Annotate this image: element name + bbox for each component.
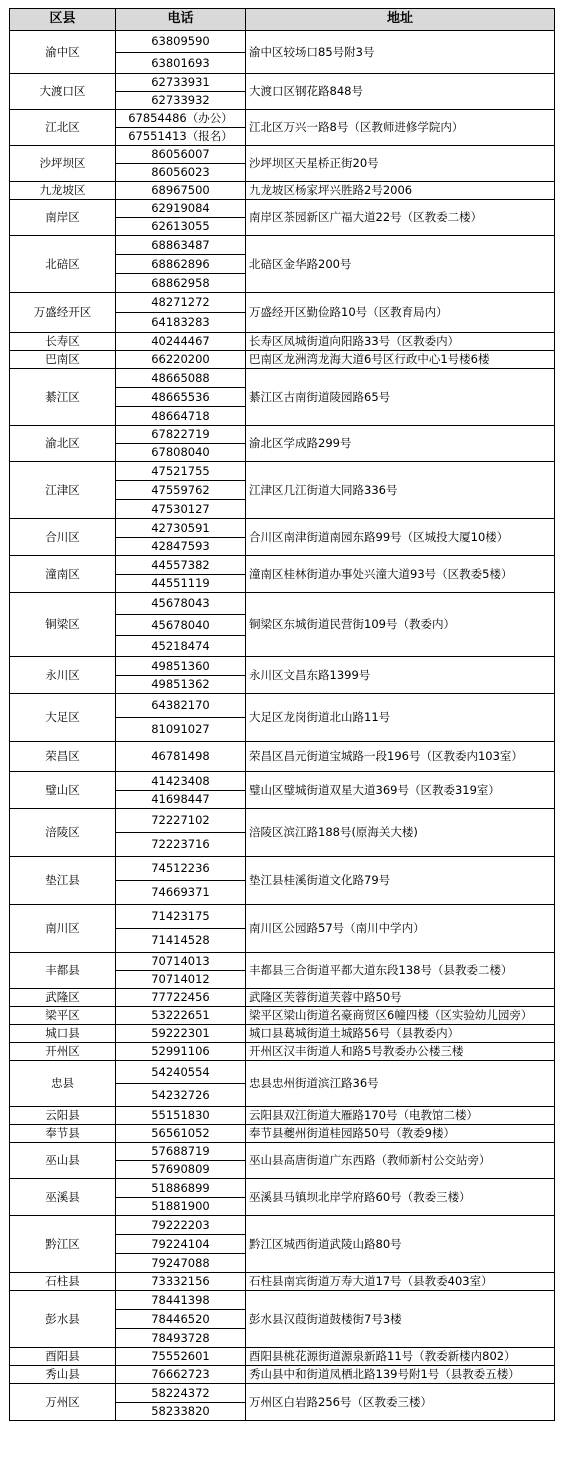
table-row [10,905,555,929]
address-cell: 云阳县双江街道大雁路170号（电教馆二楼） [246,1107,555,1125]
district-cell: 合川区 [10,519,116,556]
district-cell: 江津区 [10,462,116,519]
table-row [10,1216,555,1235]
phone-cell: 63809590 [116,31,246,53]
phone-cell: 68863487 [116,236,246,255]
table-row [10,694,555,718]
address-cell: 万州区白岩路256号（区教委三楼） [246,1384,555,1421]
address-cell: 永川区文昌东路1399号 [246,657,555,694]
phone-cell: 59222301 [116,1025,246,1043]
address-cell: 垫江县桂溪街道文化路79号 [246,857,555,905]
district-cell: 垫江县 [10,857,116,905]
table-row [10,74,555,92]
table-row [10,989,555,1007]
address-cell: 长寿区凤城街道向阳路33号（区教委内） [246,333,555,351]
table-row [10,519,555,538]
phone-cell: 86056007 [116,146,246,164]
district-cell: 万盛经开区 [10,293,116,333]
address-cell: 大渡口区钢花路848号 [246,74,555,110]
phone-cell: 47530127 [116,500,246,519]
phone-cell: 51886899 [116,1179,246,1198]
table-row [10,1273,555,1291]
district-cell: 彭水县 [10,1291,116,1348]
phone-cell: 67551413（报名） [116,128,246,146]
phone-cell: 46781498 [116,742,246,772]
table-row [10,657,555,676]
phone-cell: 48271272 [116,293,246,313]
address-cell: 南岸区茶园新区广福大道22号（区教委二楼） [246,200,555,236]
address-cell: 江津区几江街道大同路336号 [246,462,555,519]
phone-cell: 68862958 [116,274,246,293]
district-cell: 铜梁区 [10,593,116,657]
district-cell: 荣昌区 [10,742,116,772]
address-cell: 巫溪县马镇坝北岸学府路60号（教委三楼） [246,1179,555,1216]
district-cell: 黔江区 [10,1216,116,1273]
address-cell: 九龙坡区杨家坪兴胜路2号2006 [246,182,555,200]
phone-cell: 86056023 [116,164,246,182]
table-header-row [10,9,555,31]
address-cell: 忠县忠州街道滨江路36号 [246,1061,555,1107]
district-cell: 涪陵区 [10,809,116,857]
phone-cell: 51881900 [116,1198,246,1216]
address-cell: 潼南区桂林街道办事处兴潼大道93号（区教委5楼） [246,556,555,593]
table-row [10,426,555,444]
address-cell: 黔江区城西街道武陵山路80号 [246,1216,555,1273]
district-cell: 大足区 [10,694,116,742]
district-cell: 永川区 [10,657,116,694]
header-district: 区县 [10,9,116,31]
address-cell: 彭水县汉葭街道鼓楼街7号3楼 [246,1291,555,1348]
phone-cell: 47559762 [116,481,246,500]
address-cell: 开州区汉丰街道人和路5号教委办公楼三楼 [246,1043,555,1061]
phone-cell: 55151830 [116,1107,246,1125]
district-cell: 渝中区 [10,31,116,74]
address-cell: 石柱县南宾街道万寿大道17号（县教委403室） [246,1273,555,1291]
phone-cell: 57690809 [116,1161,246,1179]
district-cell: 璧山区 [10,772,116,809]
district-cell: 丰都县 [10,953,116,989]
table-row [10,593,555,615]
district-cell: 城口县 [10,1025,116,1043]
address-cell: 北碚区金华路200号 [246,236,555,293]
address-cell: 万盛经开区勤俭路10号（区教育局内） [246,293,555,333]
table-row [10,1125,555,1143]
phone-cell: 48664718 [116,407,246,426]
district-cell: 綦江区 [10,369,116,426]
phone-cell: 54240554 [116,1061,246,1084]
address-cell: 城口县葛城街道土城路56号（县教委内） [246,1025,555,1043]
phone-cell: 62919084 [116,200,246,218]
phone-cell: 78441398 [116,1291,246,1310]
district-cell: 渝北区 [10,426,116,462]
phone-cell: 58233820 [116,1403,246,1421]
district-cell: 开州区 [10,1043,116,1061]
address-cell: 沙坪坝区天星桥正街20号 [246,146,555,182]
phone-cell: 63801693 [116,53,246,74]
table-row [10,1025,555,1043]
district-cell: 长寿区 [10,333,116,351]
phone-cell: 75552601 [116,1348,246,1366]
table-row [10,809,555,833]
table-row [10,1179,555,1198]
table-row [10,369,555,388]
district-cell: 武隆区 [10,989,116,1007]
address-cell: 梁平区梁山街道名豪商贸区6幢四楼（区实验幼儿园旁） [246,1007,555,1025]
phone-cell: 48665088 [116,369,246,388]
phone-cell: 72227102 [116,809,246,833]
table-row [10,953,555,971]
phone-cell: 68967500 [116,182,246,200]
phone-cell: 79222203 [116,1216,246,1235]
phone-cell: 52991106 [116,1043,246,1061]
district-cell: 潼南区 [10,556,116,593]
table-row [10,1143,555,1161]
phone-cell: 64183283 [116,313,246,333]
phone-cell: 48665536 [116,388,246,407]
office-contact-table [9,8,555,1421]
table-row [10,110,555,128]
district-cell: 忠县 [10,1061,116,1107]
phone-cell: 45678040 [116,615,246,636]
phone-cell: 54232726 [116,1084,246,1107]
table-row [10,1107,555,1125]
table-row [10,1061,555,1084]
address-cell: 渝北区学成路299号 [246,426,555,462]
address-cell: 南川区公园路57号（南川中学内） [246,905,555,953]
table-row [10,1043,555,1061]
phone-cell: 62733931 [116,74,246,92]
phone-cell: 42730591 [116,519,246,538]
phone-cell: 47521755 [116,462,246,481]
district-cell: 南岸区 [10,200,116,236]
district-cell: 南川区 [10,905,116,953]
table-row [10,462,555,481]
table-row [10,182,555,200]
phone-cell: 68862896 [116,255,246,274]
table-row [10,1366,555,1384]
phone-cell: 62733932 [116,92,246,110]
district-cell: 巴南区 [10,351,116,369]
address-cell: 巫山县高唐街道广东西路（教师新村公交站旁） [246,1143,555,1179]
phone-cell: 64382170 [116,694,246,718]
address-cell: 丰都县三合街道平都大道东段138号（县教委二楼） [246,953,555,989]
table-row [10,857,555,881]
table-row [10,556,555,575]
phone-cell: 79247088 [116,1254,246,1273]
phone-cell: 77722456 [116,989,246,1007]
table-row [10,742,555,772]
table-row [10,200,555,218]
district-cell: 北碚区 [10,236,116,293]
district-cell: 大渡口区 [10,74,116,110]
phone-cell: 45678043 [116,593,246,615]
table-row [10,146,555,164]
address-cell: 大足区龙岗街道北山路11号 [246,694,555,742]
phone-cell: 74512236 [116,857,246,881]
header-address: 地址 [246,9,555,31]
district-cell: 巫山县 [10,1143,116,1179]
address-cell: 江北区万兴一路8号（区教师进修学院内） [246,110,555,146]
phone-cell: 44557382 [116,556,246,575]
address-cell: 荣昌区昌元街道宝城路一段196号（区教委内103室） [246,742,555,772]
table-row [10,293,555,313]
phone-cell: 70714012 [116,971,246,989]
phone-cell: 53222651 [116,1007,246,1025]
district-cell: 石柱县 [10,1273,116,1291]
phone-cell: 78493728 [116,1329,246,1348]
phone-cell: 57688719 [116,1143,246,1161]
table-row [10,1384,555,1403]
phone-cell: 41423408 [116,772,246,791]
phone-cell: 74669371 [116,881,246,905]
district-cell: 江北区 [10,110,116,146]
phone-cell: 67822719 [116,426,246,444]
table-row [10,333,555,351]
phone-cell: 42847593 [116,538,246,556]
table-body [10,31,555,1421]
phone-cell: 76662723 [116,1366,246,1384]
table-row [10,351,555,369]
address-cell: 合川区南津街道南园东路99号（区城投大厦10楼） [246,519,555,556]
phone-cell: 44551119 [116,575,246,593]
address-cell: 璧山区璧城街道双星大道369号（区教委319室） [246,772,555,809]
phone-cell: 62613055 [116,218,246,236]
table-row [10,31,555,53]
phone-cell: 71414528 [116,929,246,953]
address-cell: 綦江区古南街道陵园路65号 [246,369,555,426]
phone-cell: 58224372 [116,1384,246,1403]
phone-cell: 66220200 [116,351,246,369]
phone-cell: 67808040 [116,444,246,462]
header-phone: 电话 [116,9,246,31]
address-cell: 奉节县夔州街道桂园路50号（教委9楼） [246,1125,555,1143]
phone-cell: 73332156 [116,1273,246,1291]
address-cell: 渝中区较场口85号附3号 [246,31,555,74]
district-cell: 万州区 [10,1384,116,1421]
address-cell: 铜梁区东城街道民营街109号（教委内） [246,593,555,657]
district-cell: 秀山县 [10,1366,116,1384]
phone-cell: 79224104 [116,1235,246,1254]
phone-cell: 40244467 [116,333,246,351]
district-cell: 奉节县 [10,1125,116,1143]
phone-cell: 71423175 [116,905,246,929]
phone-cell: 70714013 [116,953,246,971]
phone-cell: 72223716 [116,833,246,857]
district-cell: 酉阳县 [10,1348,116,1366]
table-row [10,772,555,791]
phone-cell: 41698447 [116,791,246,809]
district-cell: 沙坪坝区 [10,146,116,182]
phone-cell: 67854486（办公） [116,110,246,128]
district-cell: 九龙坡区 [10,182,116,200]
phone-cell: 49851360 [116,657,246,676]
district-cell: 巫溪县 [10,1179,116,1216]
table-row [10,1007,555,1025]
table-row [10,236,555,255]
phone-cell: 56561052 [116,1125,246,1143]
address-cell: 秀山县中和街道凤栖北路139号附1号（县教委五楼） [246,1366,555,1384]
phone-cell: 49851362 [116,676,246,694]
address-cell: 巴南区龙洲湾龙海大道6号区行政中心1号楼6楼 [246,351,555,369]
district-cell: 梁平区 [10,1007,116,1025]
table-row [10,1348,555,1366]
phone-cell: 78446520 [116,1310,246,1329]
address-cell: 酉阳县桃花源街道源泉新路11号（教委新楼内802） [246,1348,555,1366]
district-cell: 云阳县 [10,1107,116,1125]
phone-cell: 45218474 [116,636,246,657]
address-cell: 涪陵区滨江路188号(原海关大楼) [246,809,555,857]
address-cell: 武隆区芙蓉街道芙蓉中路50号 [246,989,555,1007]
phone-cell: 81091027 [116,718,246,742]
table-row [10,1291,555,1310]
